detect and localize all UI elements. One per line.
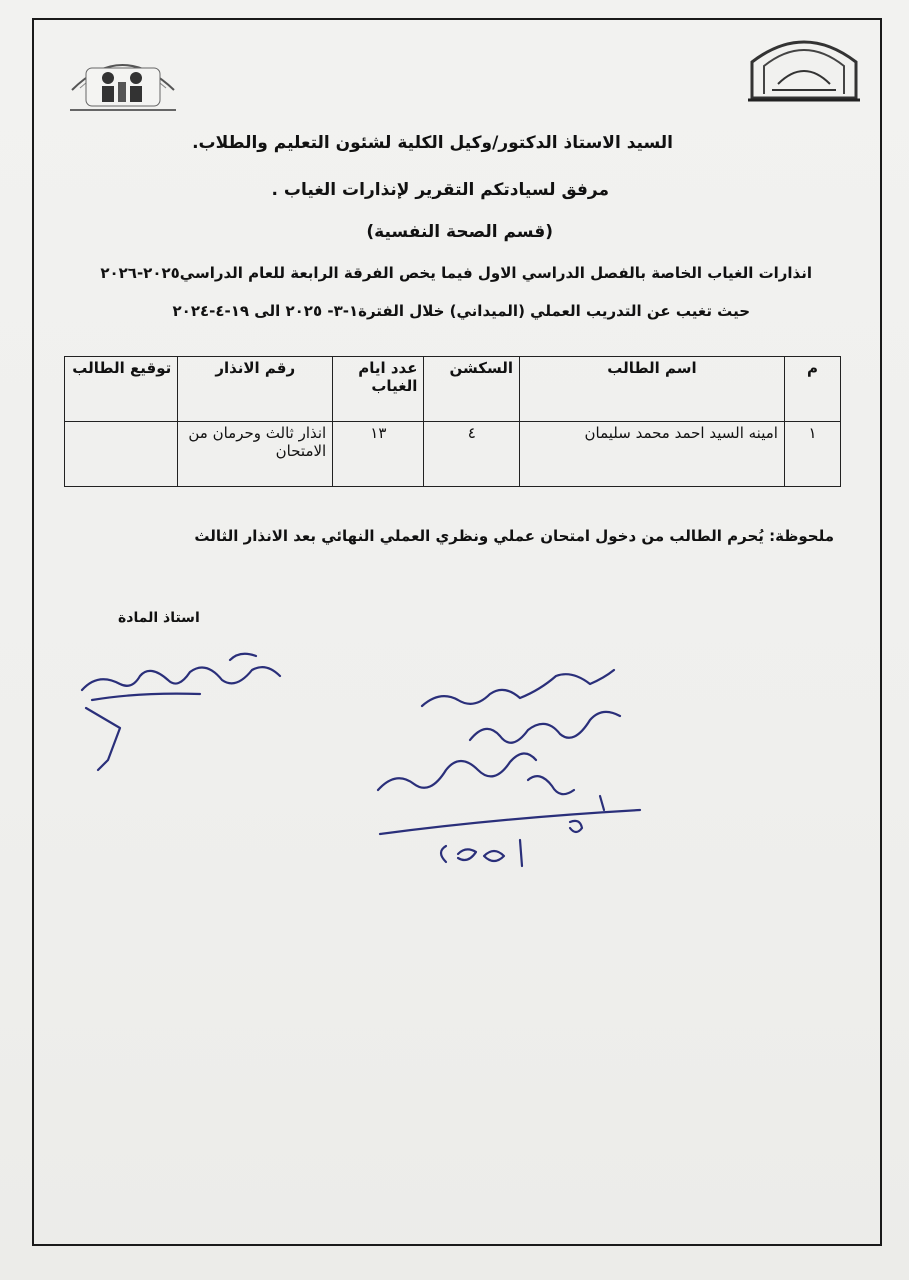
cell-section: ٤ (424, 422, 520, 487)
header-section: السكشن (424, 357, 520, 422)
cell-num: ١ (784, 422, 840, 487)
cell-absence-days: ١٣ (333, 422, 424, 487)
header-warning-number: رقم الانذار (178, 357, 333, 422)
warnings-description: انذارات الغياب الخاصة بالفصل الدراسي الاول فيما يخص الفرقة الرابعة للعام الدراسي٢٠٢٥-٢٠٢٦ (100, 264, 812, 282)
absence-period: حيث تغيب عن التدريب العملي (الميداني) خلال الفترة١-٣- ٢٠٢٥ الى ١٩-٤-٢٠٢٤ (172, 302, 750, 320)
addressee-line: السيد الاستاذ الدكتور/وكيل الكلية لشئون التعليم والطلاب. (192, 133, 673, 153)
header-absence-days: عدد ايام الغياب (333, 357, 424, 422)
header-student-signature: توقيع الطالب (65, 357, 178, 422)
teacher-label: استاذ المادة (118, 610, 200, 626)
department-line: (قسم الصحة النفسية) (366, 222, 553, 242)
header-num: م (784, 357, 840, 422)
cell-warning-number: انذار ثالث وحرمان من الامتحان (178, 422, 333, 487)
cell-student-name: امينه السيد احمد محمد سليمان (520, 422, 785, 487)
header-student-name: اسم الطالب (520, 357, 785, 422)
attachment-line: مرفق لسيادتكم التقرير لإنذارات الغياب . (271, 180, 609, 200)
teacher-signature (82, 654, 280, 770)
student-affairs-signature (378, 670, 640, 866)
note-text: ملحوظة: يُحرم الطالب من دخول امتحان عملي ونظري العملي النهائي بعد الانذار الثالث (194, 527, 834, 545)
